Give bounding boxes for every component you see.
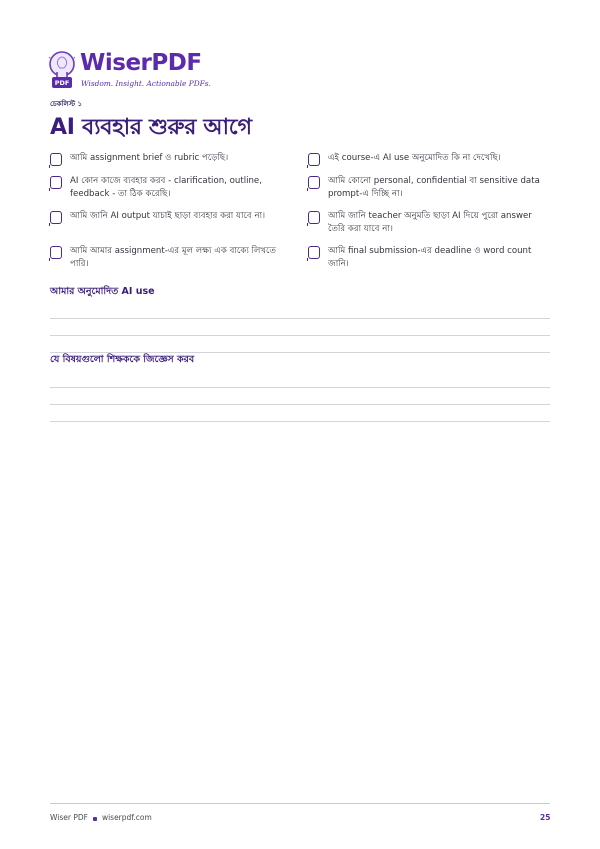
writing-line[interactable]: [50, 318, 550, 319]
brand-logo: [48, 50, 211, 94]
checklist-item-label: আমি final submission-এর deadline ও word count জানি।: [328, 246, 532, 269]
page-title: AI ব্যবহার শুরুর আগে: [50, 115, 252, 140]
checkbox[interactable]: [50, 153, 62, 166]
checkbox[interactable]: [50, 176, 62, 189]
brand-tagline: Wisdom. Insight. Actionable PDFs.: [81, 79, 211, 88]
footer-brand: [50, 813, 152, 822]
checklist-item-label: AI কোন কাজে ব্যবহার করব - clarification, outline, feedback - তা ঠিক করেছি।: [70, 176, 262, 199]
writing-line[interactable]: [50, 335, 550, 336]
checklist-item-label: আমি জানি AI output যাচাই ছাড়া ব্যবহার করা যাবে না।: [70, 211, 266, 221]
writing-line[interactable]: [50, 404, 550, 405]
logo-badge-text: PDF: [54, 79, 70, 88]
checklist-item-label: আমি আমার assignment-এর মূল লক্ষ্য এক বাক্যে লিখতে পারি।: [70, 246, 276, 269]
section-heading-approved-ai-use: আমার অনুমোদিত AI use: [50, 286, 155, 297]
section-heading-questions-for-teacher: যে বিষয়গুলো শিক্ষককে জিজ্ঞেস করব: [50, 354, 195, 365]
lightbulb-pdf-icon: [48, 50, 80, 94]
checkbox[interactable]: [308, 246, 320, 259]
checklist-item-label: এই course-এ AI use অনুমোদিত কি না দেখেছি।: [328, 153, 501, 163]
footer-site-link[interactable]: wiserpdf.com: [101, 813, 152, 822]
checklist-item-label: আমি কোনো personal, confidential বা sensitive data prompt-এ দিচ্ছি না।: [328, 176, 540, 199]
footer-brand-name: Wiser PDF: [50, 813, 88, 822]
checkbox[interactable]: [308, 153, 320, 166]
page-number: 25: [540, 813, 551, 822]
checklist-number: চেকলিস্ট ১: [50, 100, 83, 108]
checklist-item-label: আমি assignment brief ও rubric পড়েছি।: [70, 153, 229, 163]
brand-name: WiserPDF: [80, 50, 202, 76]
footer-divider: [50, 803, 550, 804]
separator-icon: [93, 817, 97, 821]
checkbox[interactable]: [50, 246, 62, 259]
checkbox[interactable]: [308, 211, 320, 224]
checklist-item-label: আমি জানি teacher অনুমতি ছাড়া AI দিয়ে পুরো answer তৈরি করা যাবে না।: [328, 211, 532, 234]
writing-line[interactable]: [50, 387, 550, 388]
writing-line[interactable]: [50, 421, 550, 422]
checkbox[interactable]: [308, 176, 320, 189]
checkbox[interactable]: [50, 211, 62, 224]
